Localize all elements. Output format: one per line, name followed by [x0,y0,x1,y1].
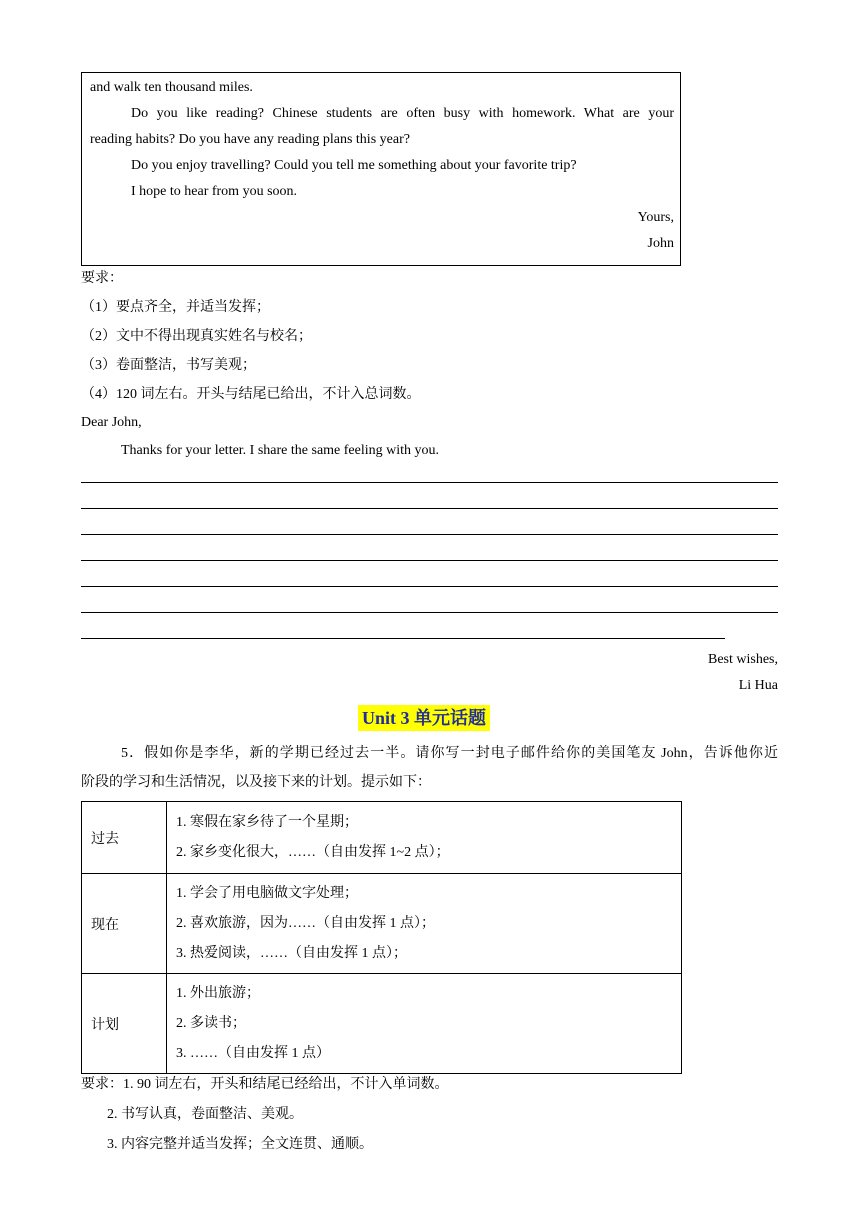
requirement-item: （1）要点齐全，并适当发挥； [81,300,270,315]
letter-line: and walk ten thousand miles. [90,80,253,95]
row-items [167,874,682,974]
list-item: 2. 家乡变化很大，……（自由发挥 1~2 点）； [176,844,450,860]
writing-line [81,508,778,509]
writing-line [81,638,725,639]
requirement-item: 3. 内容完整并适当发挥；全文连贯、通顺。 [107,1137,373,1152]
row-items [167,802,682,874]
list-item: 3. ……（自由发挥 1 点） [176,1045,330,1061]
writing-line [81,560,778,561]
row-label: 过去 [82,802,167,874]
letter-paragraph: reading habits? Do you have any reading plans this year? [90,132,410,147]
reply-closing: Best wishes, [708,652,778,667]
reply-signature: Li Hua [738,678,778,693]
list-item: 1. 寒假在家乡待了一个星期； [176,814,358,830]
writing-line [81,586,778,587]
table-row [82,874,682,974]
list-item: 3. 热爱阅读，……（自由发挥 1 点）； [176,945,407,961]
requirement-item: 要求：1. 90 词左右，开头和结尾已经给出，不计入单词数。 [81,1077,449,1092]
letter-paragraph: Do you enjoy travelling? Could you tell me something about your favorite trip? [131,158,577,173]
reply-opening: Thanks for your letter. I share the same feeling with you. [121,443,440,458]
task-prompt: 阶段的学习和生活情况，以及接下来的计划。提示如下： [81,775,431,790]
table-row [82,802,682,874]
writing-line [81,534,778,535]
outline-table [81,801,682,1074]
row-items [167,974,682,1074]
requirement-item: （4）120 词左右。开头与结尾已给出，不计入总词数。 [81,387,421,402]
requirement-item: 2. 书写认真，卷面整洁、美观。 [107,1107,303,1122]
row-label: 计划 [82,974,167,1074]
list-item: 1. 学会了用电脑做文字处理； [176,885,358,901]
unit-title: Unit 3 单元话题 [358,705,490,731]
requirements-heading: 要求： [81,271,123,286]
list-item: 2. 喜欢旅游，因为……（自由发挥 1 点）； [176,915,435,931]
table-row [82,974,682,1074]
letter-closing: Yours, [637,210,674,225]
letter-signature: John [647,236,674,251]
letter-paragraph: Do you like reading? Chinese students are often busy with homework. What are your [131,106,674,121]
reply-salutation: Dear John, [81,415,142,430]
letter-paragraph: I hope to hear from you soon. [131,184,298,199]
requirement-item: （2）文中不得出现真实姓名与校名； [81,329,312,344]
task-prompt: 5．假如你是李华，新的学期已经过去一半。请你写一封电子邮件给你的美国笔友 John，告诉他你近 [121,746,778,761]
requirement-item: （3）卷面整洁，书写美观； [81,358,256,373]
writing-line [81,482,778,483]
list-item: 1. 外出旅游； [176,985,260,1001]
writing-line [81,612,778,613]
row-label: 现在 [82,874,167,974]
list-item: 2. 多读书； [176,1015,246,1031]
